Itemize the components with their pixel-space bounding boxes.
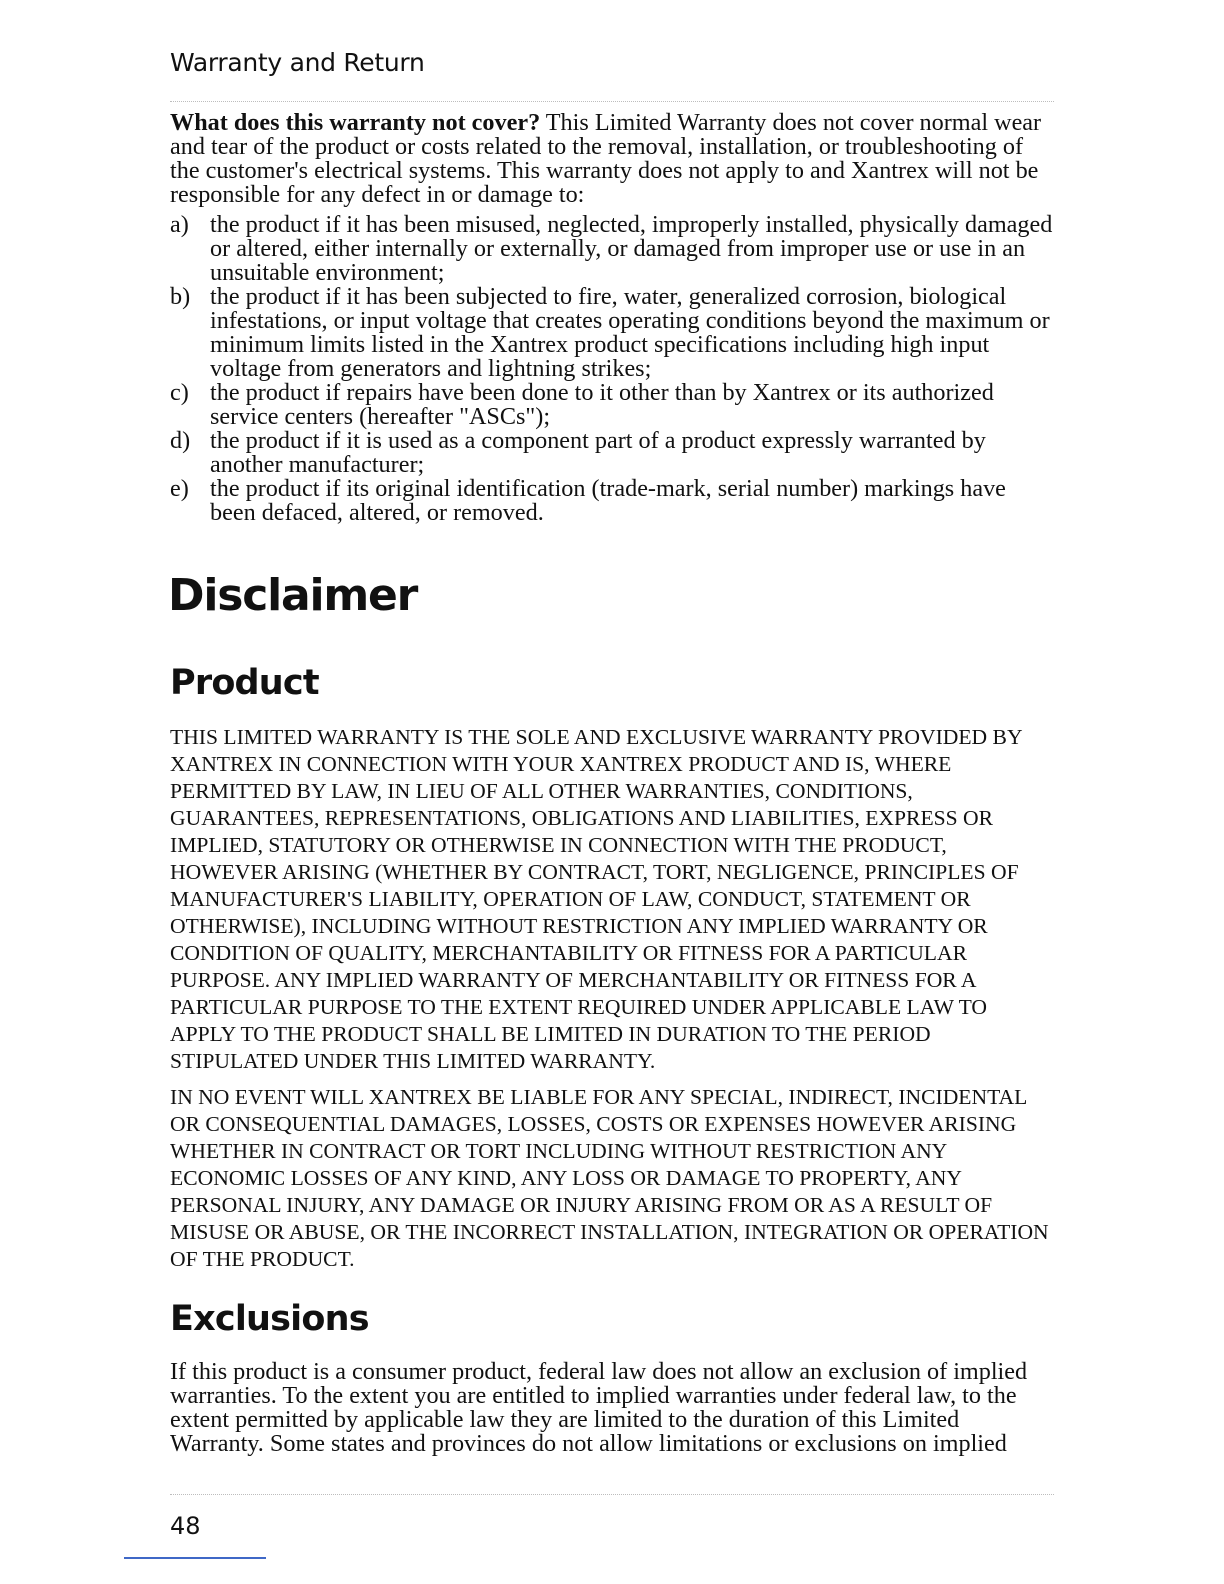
page-number-underline [124,1557,266,1559]
list-item-text: the product if repairs have been done to it other than by Xantrex or its authorized service centers (hereafter "ASCs"); [210,379,994,430]
list-marker: a) [170,211,189,238]
list-item [170,477,1055,525]
list-item-text: the product if its original identification (trade-mark, serial number) markings have been defaced, altered, or removed. [210,475,1006,526]
list-item-text: the product if it has been subjected to fire, water, generalized corrosion, biological infestations, or input voltage that creates operating conditions beyond the maximum or minimum limits listed in the Xantrex product specifications including high input voltage from generators and lightning strikes; [210,283,1050,382]
list-item [170,285,1055,381]
list-marker: d) [170,427,191,454]
not-covered-lead: What does this warranty not cover? [170,109,541,136]
exclusions-paragraph: If this product is a consumer product, federal law does not allow an exclusion of implied warranties. To the extent you are entitled to implied warranties under federal law, to the extent permitted by applicable law they are limited to the duration of this Limited Warranty. Some states and provinces do not allow limitations or exclusions on implied [170,1358,1028,1457]
header-rule [170,101,1054,102]
not-covered-paragraph [170,111,1055,207]
list-item [170,213,1055,285]
list-marker: e) [170,475,189,502]
product-paragraph-2: IN NO EVENT WILL XANTREX BE LIABLE FOR ANY SPECIAL, INDIRECT, INCIDENTAL OR CONSEQUENTIAL DAMAGES, LOSSES, COSTS OR EXPENSES HOWEVER ARISING WHETHER IN CONTRACT OR TORT INCLUDING WITHOUT RESTRICTION ANY ECONOMIC LOSSES OF ANY KIND, ANY LOSS OR DAMAGE TO PROPERTY, ANY PERSONAL INJURY, ANY DAMAGE OR INJURY ARISING FROM OR AS A RESULT OF MISUSE OR ABUSE, OR THE INCORRECT INSTALLATION, INTEGRATION OR OPERATION OF THE PRODUCT. [170,1085,1049,1271]
not-covered-text: This Limited Warranty does not cover normal wear and tear of the product or costs related to the removal, installation, or troubleshooting of the customer's electrical systems. This warranty does not apply to and Xantrex will not be responsible for any defect in or damage to: [170,109,1042,208]
footer-rule [170,1494,1054,1495]
list-item-text: the product if it has been misused, neglected, improperly installed, physically damaged or altered, either internally or externally, or damaged from improper use or use in an unsuitable environment; [210,211,1053,286]
list-marker: b) [170,283,191,310]
disclaimer-heading: Disclaimer [168,570,418,621]
list-item [170,381,1055,429]
exclusions-heading: Exclusions [170,1299,369,1339]
list-item [170,429,1055,477]
exclusion-list [170,213,1055,525]
product-heading: Product [170,663,319,703]
list-item-text: the product if it is used as a component part of a product expressly warranted by another manufacturer; [210,427,986,478]
list-marker: c) [170,379,189,406]
running-header: Warranty and Return [170,48,425,77]
product-paragraph-1: THIS LIMITED WARRANTY IS THE SOLE AND EXCLUSIVE WARRANTY PROVIDED BY XANTREX IN CONNECTION WITH YOUR XANTREX PRODUCT AND IS, WHERE PERMITTED BY LAW, IN LIEU OF ALL OTHER WARRANTIES, CONDITIONS, GUARANTEES, REPRESENTATIONS, OBLIGATIONS AND LIABILITIES, EXPRESS OR IMPLIED, STATUTORY OR OTHERWISE IN CONNECTION WITH THE PRODUCT, HOWEVER ARISING (WHETHER BY CONTRACT, TORT, NEGLIGENCE, PRINCIPLES OF MANUFACTURER'S LIABILITY, OPERATION OF LAW, CONDUCT, STATEMENT OR OTHERWISE), INCLUDING WITHOUT RESTRICTION ANY IMPLIED WARRANTY OR CONDITION OF QUALITY, MERCHANTABILITY OR FITNESS FOR A PARTICULAR PURPOSE. ANY IMPLIED WARRANTY OF MERCHANTABILITY OR FITNESS FOR A PARTICULAR PURPOSE TO THE EXTENT REQUIRED UNDER APPLICABLE LAW TO APPLY TO THE PRODUCT SHALL BE LIMITED IN DURATION TO THE PERIOD STIPULATED UNDER THIS LIMITED WARRANTY. [170,725,1022,1073]
page-number: 48 [170,1512,201,1540]
